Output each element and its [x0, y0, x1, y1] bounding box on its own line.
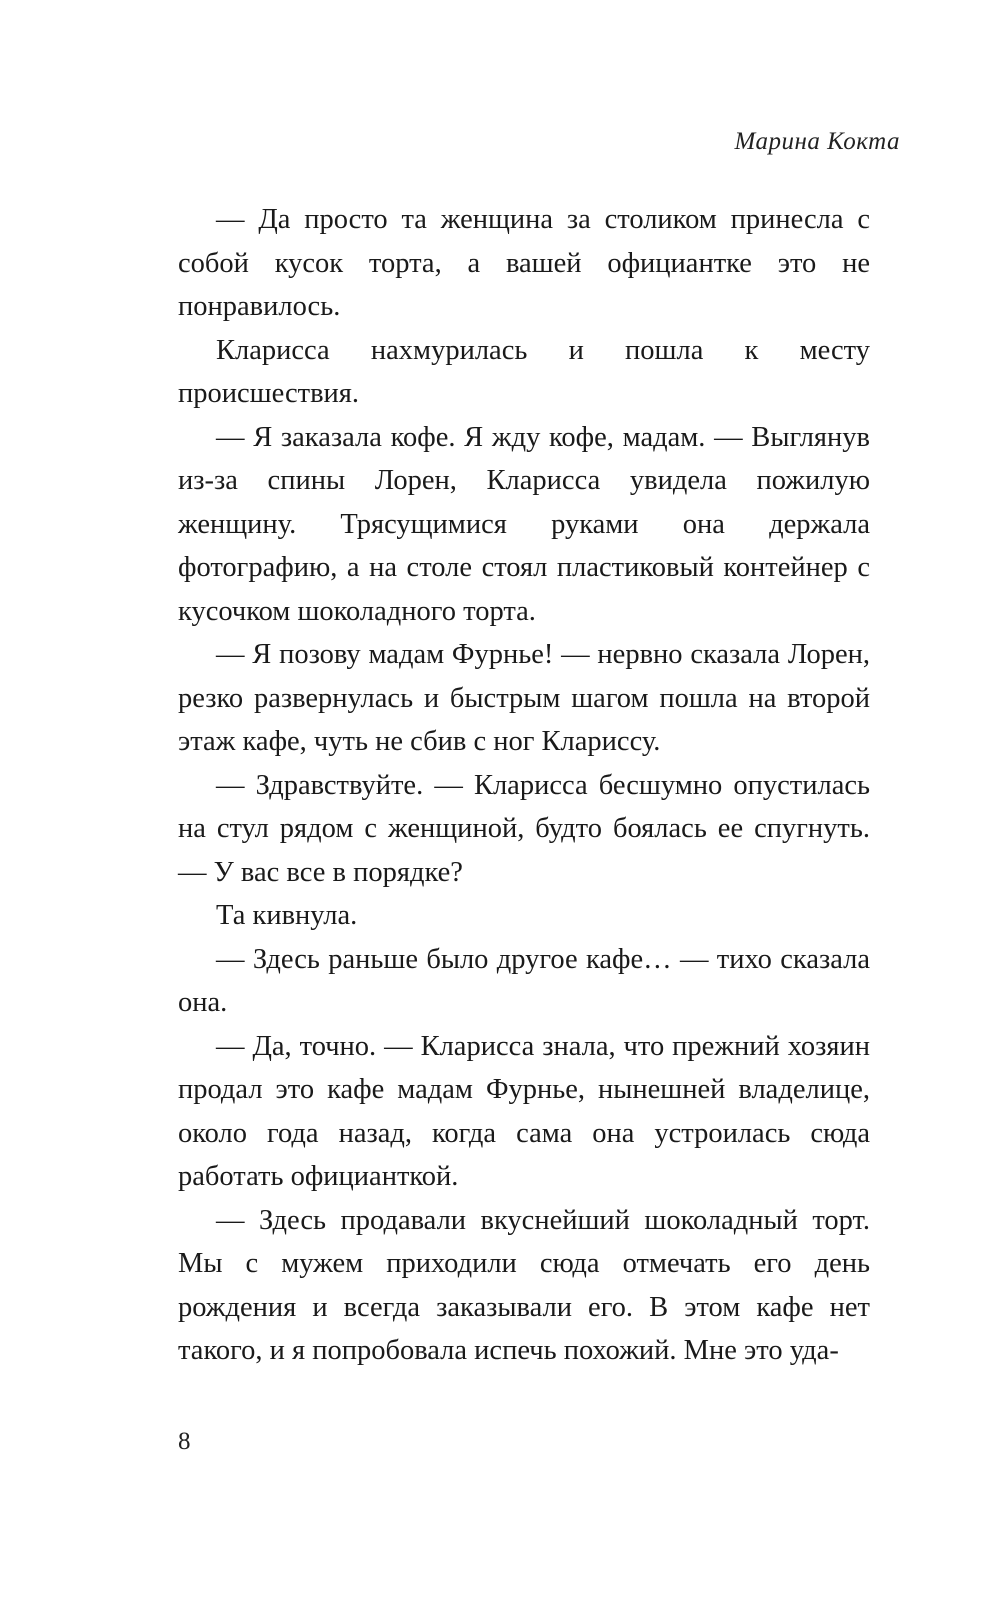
paragraph: — Да просто та женщина за столиком принесла с собой кусок торта, а вашей официантке это не понравилось.: [178, 204, 870, 322]
page-number: 8: [178, 1428, 191, 1455]
paragraph: — Да, точно. — Кларисса знала, что прежний хозяин продал это кафе мадам Фурнье, нынешней владелице, около года назад, когда сама она устроилась сюда работать официанткой.: [178, 1030, 870, 1192]
paragraph: — Я заказала кофе. Я жду кофе, мадам. — Выглянув из-за спины Лорен, Кларисса увидела пожилую женщину. Трясущимися руками она держала фотографию, а на столе стоял пластиковый контейнер с кусочком шоколадного торта.: [178, 421, 870, 627]
paragraph: — Я позову мадам Фурнье! — нервно сказала Лорен, резко развернулась и быстрым шагом пошла на второй этаж кафе, чуть не сбив с ног Клариссу.: [178, 639, 870, 757]
running-header-author: Марина Кокта: [734, 128, 900, 155]
paragraph: — Здесь раньше было другое кафе… — тихо сказала она.: [178, 943, 870, 1018]
paragraph: Та кивнула.: [216, 900, 358, 931]
paragraph: — Здравствуйте. — Кларисса бесшумно опустилась на стул рядом с женщиной, будто боялась ее спугнуть. — У вас все в порядке?: [178, 769, 870, 888]
paragraph: Кларисса нахмурилась и пошла к месту происшествия.: [178, 334, 870, 409]
body-text: [178, 198, 870, 1373]
paragraph: — Здесь продавали вкуснейший шоколадный торт. Мы с мужем приходили сюда отмечать его день рождения и всегда заказывали его. В этом кафе нет такого, и я попробовала испечь похожий. Мне это уда-: [178, 1204, 870, 1366]
